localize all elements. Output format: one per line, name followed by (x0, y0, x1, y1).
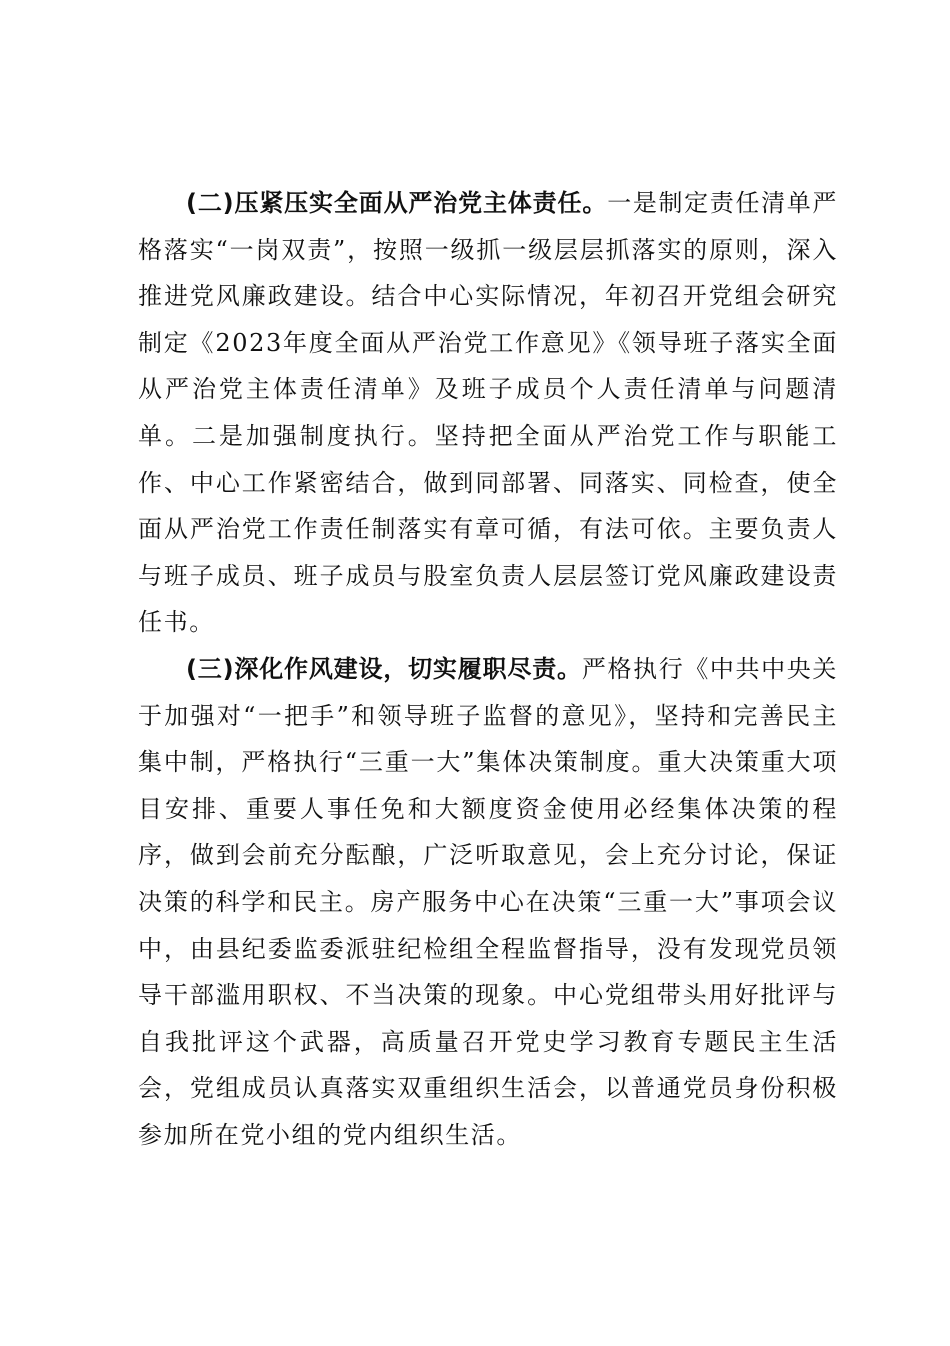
section-heading-3: (三)深化作风建设，切实履职尽责。 (186, 654, 582, 683)
section-body-2: 一是制定责任清单严格落实“一岗双责”，按照一级抓一级层层抓落实的原则，深入推进党风廉政建设。结合中心实际情况，年初召开党组会研究制定《2023年度全面从严治党工作意见》《领导班子落实全面从严治党主体责任清单》及班子成员个人责任清单与问题清单。二是加强制度执行。坚持把全面从严治党工作与职能工作、中心工作紧密结合，做到同部署、同落实、同检查，使全面从严治党工作责任制落实有章可循，有法可依。主要负责人与班子成员、班子成员与股室负责人层层签订党风廉政建设责任书。 (138, 189, 838, 637)
section-heading-2: (二)压紧压实全面从严治党主体责任。 (186, 189, 608, 217)
document-body (138, 180, 838, 1158)
section-body-3: 严格执行《中共中央关于加强对“一把手”和领导班子监督的意见》，坚持和完善民主集中制，严格执行“三重一大”集体决策制度。重大决策重大项目安排、重要人事任免和大额度资金使用必经集体决策的程序，做到会前充分酝酿，广泛听取意见，会上充分讨论，保证决策的科学和民主。房产服务中心在决策“三重一大”事项会议中，由县纪委监委派驻纪检组全程监督指导，没有发现党员领导干部滥用职权、不当决策的现象。中心党组带头用好批评与自我批评这个武器，高质量召开党史学习教育专题民主生活会，党组成员认真落实双重组织生活会，以普通党员身份积极参加所在党小组的党内组织生活。 (138, 654, 838, 1149)
section-paragraph-3 (138, 646, 838, 1159)
section-paragraph-2 (138, 180, 838, 646)
